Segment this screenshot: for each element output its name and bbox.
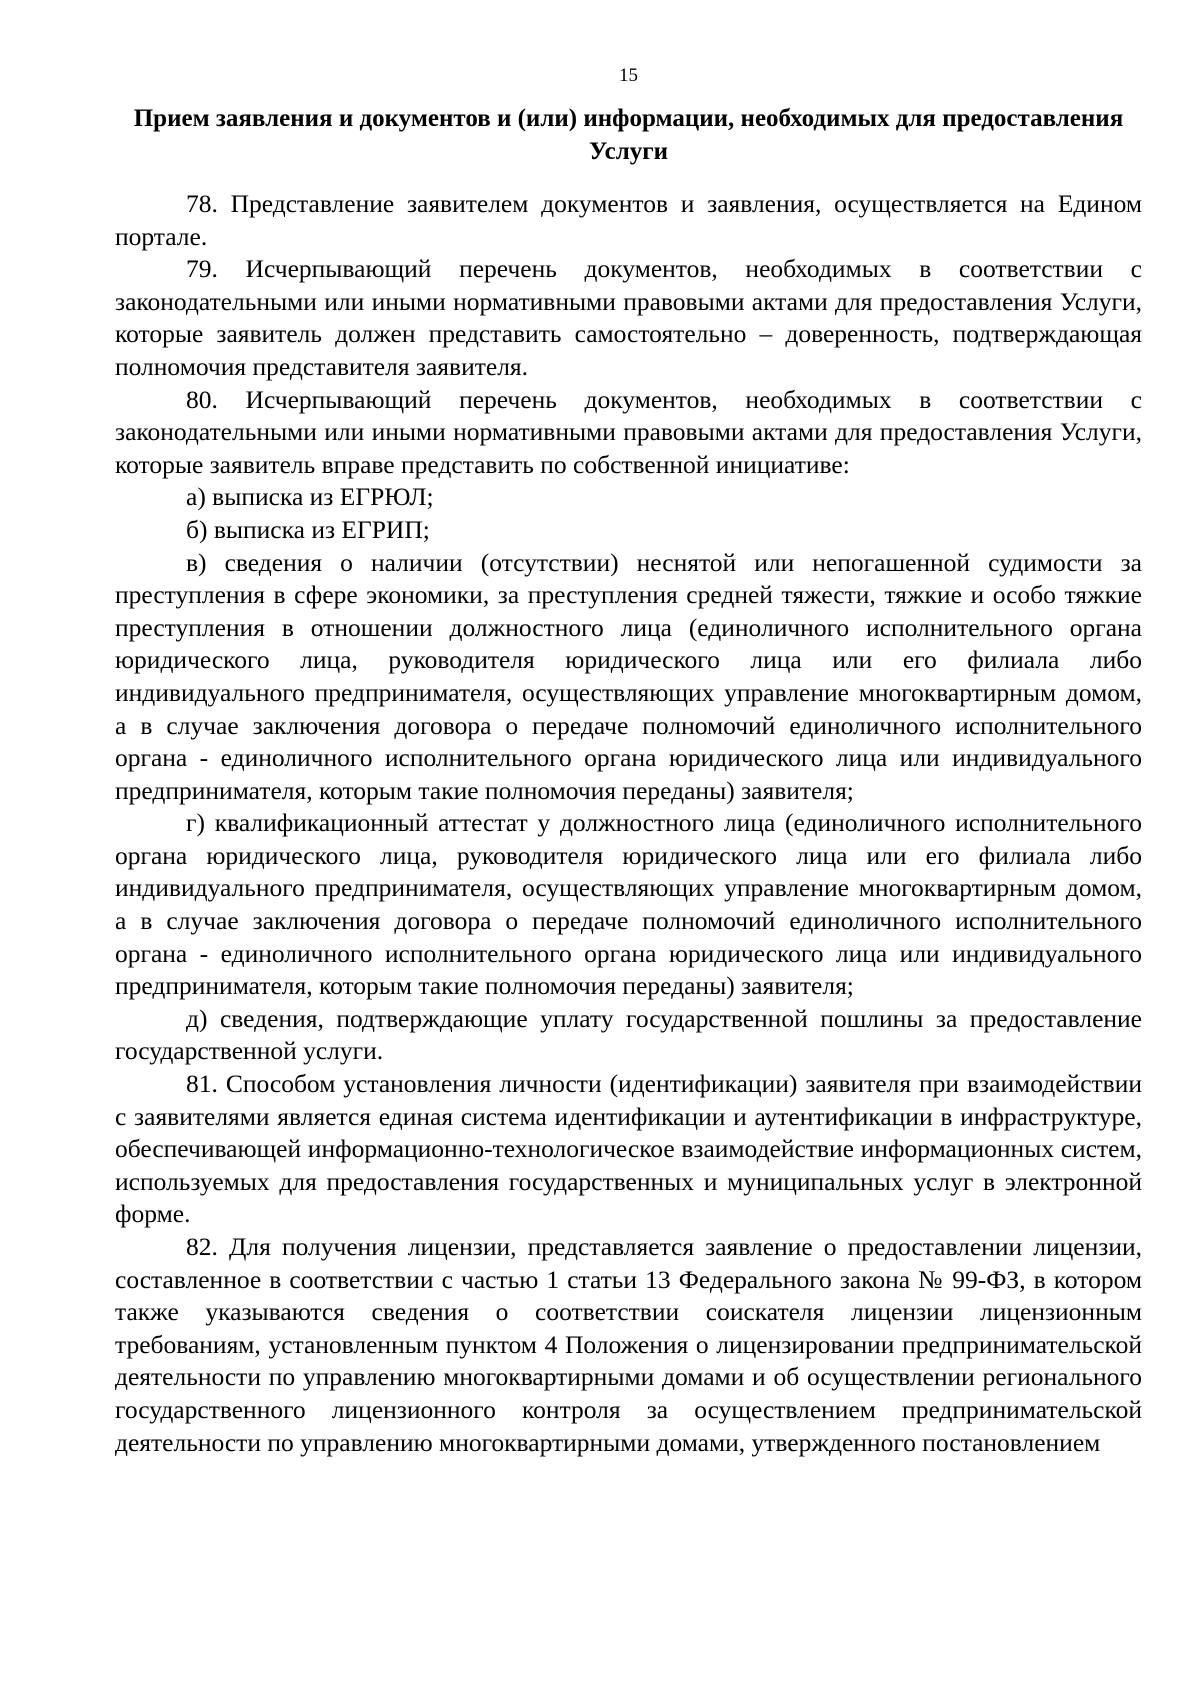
paragraph-80-d: д) сведения, подтверждающие уплату государственной пошлины за предоставление государственной услуги. [115, 1003, 1142, 1066]
paragraph-78: 78. Представление заявителем документов и заявления, осуществляется на Едином портале. [115, 189, 1142, 251]
paragraph-80-g: г) квалификационный аттестат у должностного лица (единоличного исполнительного органа юридического лица, руководителя юридического лица или его филиала либо индивидуального предпринимателя, осуществляющих управление многоквартирным домом, а в случае заключения договора о передаче полномочий единоличного исполнительного органа - единоличного исполнительного органа юридического лица или индивидуального предпринимателя, которым такие полномочия переданы) заявителя; [115, 808, 1142, 1001]
paragraph-81: 81. Способом установления личности (идентификации) заявителя при взаимодействии с заявителями является единая система идентификации и аутентификации в инфраструктуре, обеспечивающей информационно-технологическое взаимодействие информационных систем, используемых для предоставления государственных и муниципальных услуг в электронной форме. [115, 1069, 1142, 1229]
paragraph-80: 80. Исчерпывающий перечень документов, необходимых в соответствии с законодательными или иными нормативными правовыми актами для предоставления Услуги, которые заявитель вправе представить по собственной инициативе: [115, 384, 1142, 479]
section-heading: Прием заявления и документов и (или) информации, необходимых для предоставления Услуги [133, 105, 1124, 165]
paragraph-80-v: в) сведения о наличии (отсутствии) неснятой или непогашенной судимости за преступления в сфере экономики, за преступления средней тяжести, тяжкие и особо тяжкие преступления в отношении должностного лица (единоличного исполнительного органа юридического лица, руководителя юридического лица или его филиала либо индивидуального предпринимателя, осуществляющих управление многоквартирным домом, а в случае заключения договора о передаче полномочий единоличного исполнительного органа - единоличного исполнительного органа юридического лица или индивидуального предпринимателя, которым такие полномочия переданы) заявителя; [115, 547, 1142, 805]
paragraph-80-b: б) выписка из ЕГРИП; [186, 514, 430, 544]
paragraph-80-a: а) выписка из ЕГРЮЛ; [186, 482, 434, 512]
document-page [115, 64, 1142, 1459]
paragraph-79: 79. Исчерпывающий перечень документов, необходимых в соответствии с законодательными или иными нормативными правовыми актами для предоставления Услуги, которые заявитель должен представить самостоятельно – доверенность, подтверждающая полномочия представителя заявителя. [115, 254, 1142, 381]
paragraph-82: 82. Для получения лицензии, представляется заявление о предоставлении лицензии, составленное в соответствии с частью 1 статьи 13 Федерального закона № 99-ФЗ, в котором также указываются сведения о соответствии соискателя лицензии лицензионным требованиям, установленным пунктом 4 Положения о лицензировании предпринимательской деятельности по управлению многоквартирными домами и об осуществлении регионального государственного лицензионного контроля за осуществлением предпринимательской деятельности по управлению многоквартирными домами, утвержденного постановлением [115, 1232, 1142, 1457]
page-number: 15 [619, 65, 638, 86]
